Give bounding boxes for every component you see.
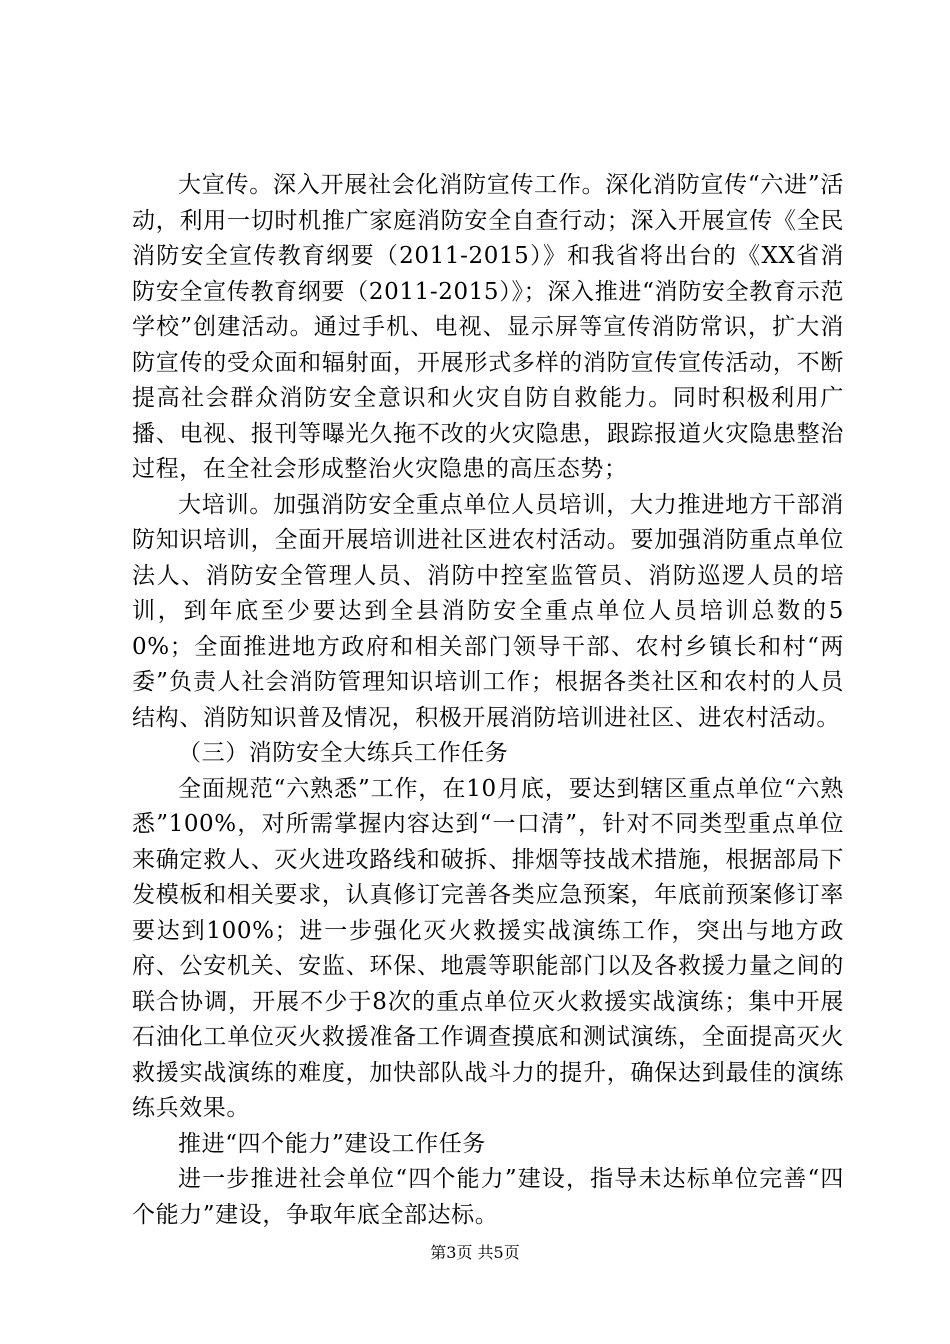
paragraph-four-abilities: 进一步推进社会单位“四个能力”建设，指导未达标单位完善“四个能力”建设，争取年底全部达标。 [132, 1166, 844, 1228]
section-heading-four-abilities: 推进“四个能力”建设工作任务 [178, 1130, 486, 1157]
document-body [132, 168, 844, 1233]
paragraph-drill: 全面规范“六熟悉”工作，在10月底，要达到辖区重点单位“六熟悉”100%，对所需掌握内容达到“一口清”，针对不同类型重点单位来确定救人、灭火进攻路线和破拆、排烟等技战术措施，根据部局下发模板和相关要求，认真修订完善各类应急预案，年底前预案修订率要达到100%；进一步强化灭火救援实战演练工作，突出与地方政府、公安机关、安监、环保、地震等职能部门以及各救援力量之间的联合协调，开展不少于8次的重点单位灭火救援实战演练；集中开展石油化工单位灭火救援准备工作调查摸底和测试演练，全面提高灭火救援实战演练的难度，加快部队战斗力的提升，确保达到最佳的演练练兵效果。 [132, 775, 844, 1121]
paragraph-publicity: 大宣传。深入开展社会化消防宣传工作。深化消防宣传“六进”活动，利用一切时机推广家庭消防安全自查行动；深入开展宣传《全民消防安全宣传教育纲要（2011-2015）》和我省将出台的《XX省消防安全宣传教育纲要（2011-2015）》；深入推进“消防安全教育示范学校”创建活动。通过手机、电视、显示屏等宣传消防常识，扩大消防宣传的受众面和辐射面，开展形式多样的消防宣传宣传活动，不断提高社会群众消防安全意识和火灾自防自救能力。同时积极利用广播、电视、报刊等曝光久拖不改的火灾隐患，跟踪报道火灾隐患整治过程，在全社会形成整治火灾隐患的高压态势； [132, 172, 844, 482]
page-footer [0, 1243, 950, 1263]
page-number: 第3页 共5页 [430, 1243, 520, 1262]
section-heading-drill: （三）消防安全大练兵工作任务 [178, 740, 509, 766]
paragraph-training: 大培训。加强消防安全重点单位人员培训，大力推进地方干部消防知识培训，全面开展培训进社区进农村活动。要加强消防重点单位法人、消防安全管理人员、消防中控室监管员、消防巡逻人员的培训，到年底至少要达到全县消防安全重点单位人员培训总数的50%；全面推进地方政府和相关部门领导干部、农村乡镇长和村“两委”负责人社会消防管理知识培训工作；根据各类社区和农村的人员结构、消防知识普及情况，积极开展消防培训进社区、进农村活动。 [132, 491, 844, 731]
